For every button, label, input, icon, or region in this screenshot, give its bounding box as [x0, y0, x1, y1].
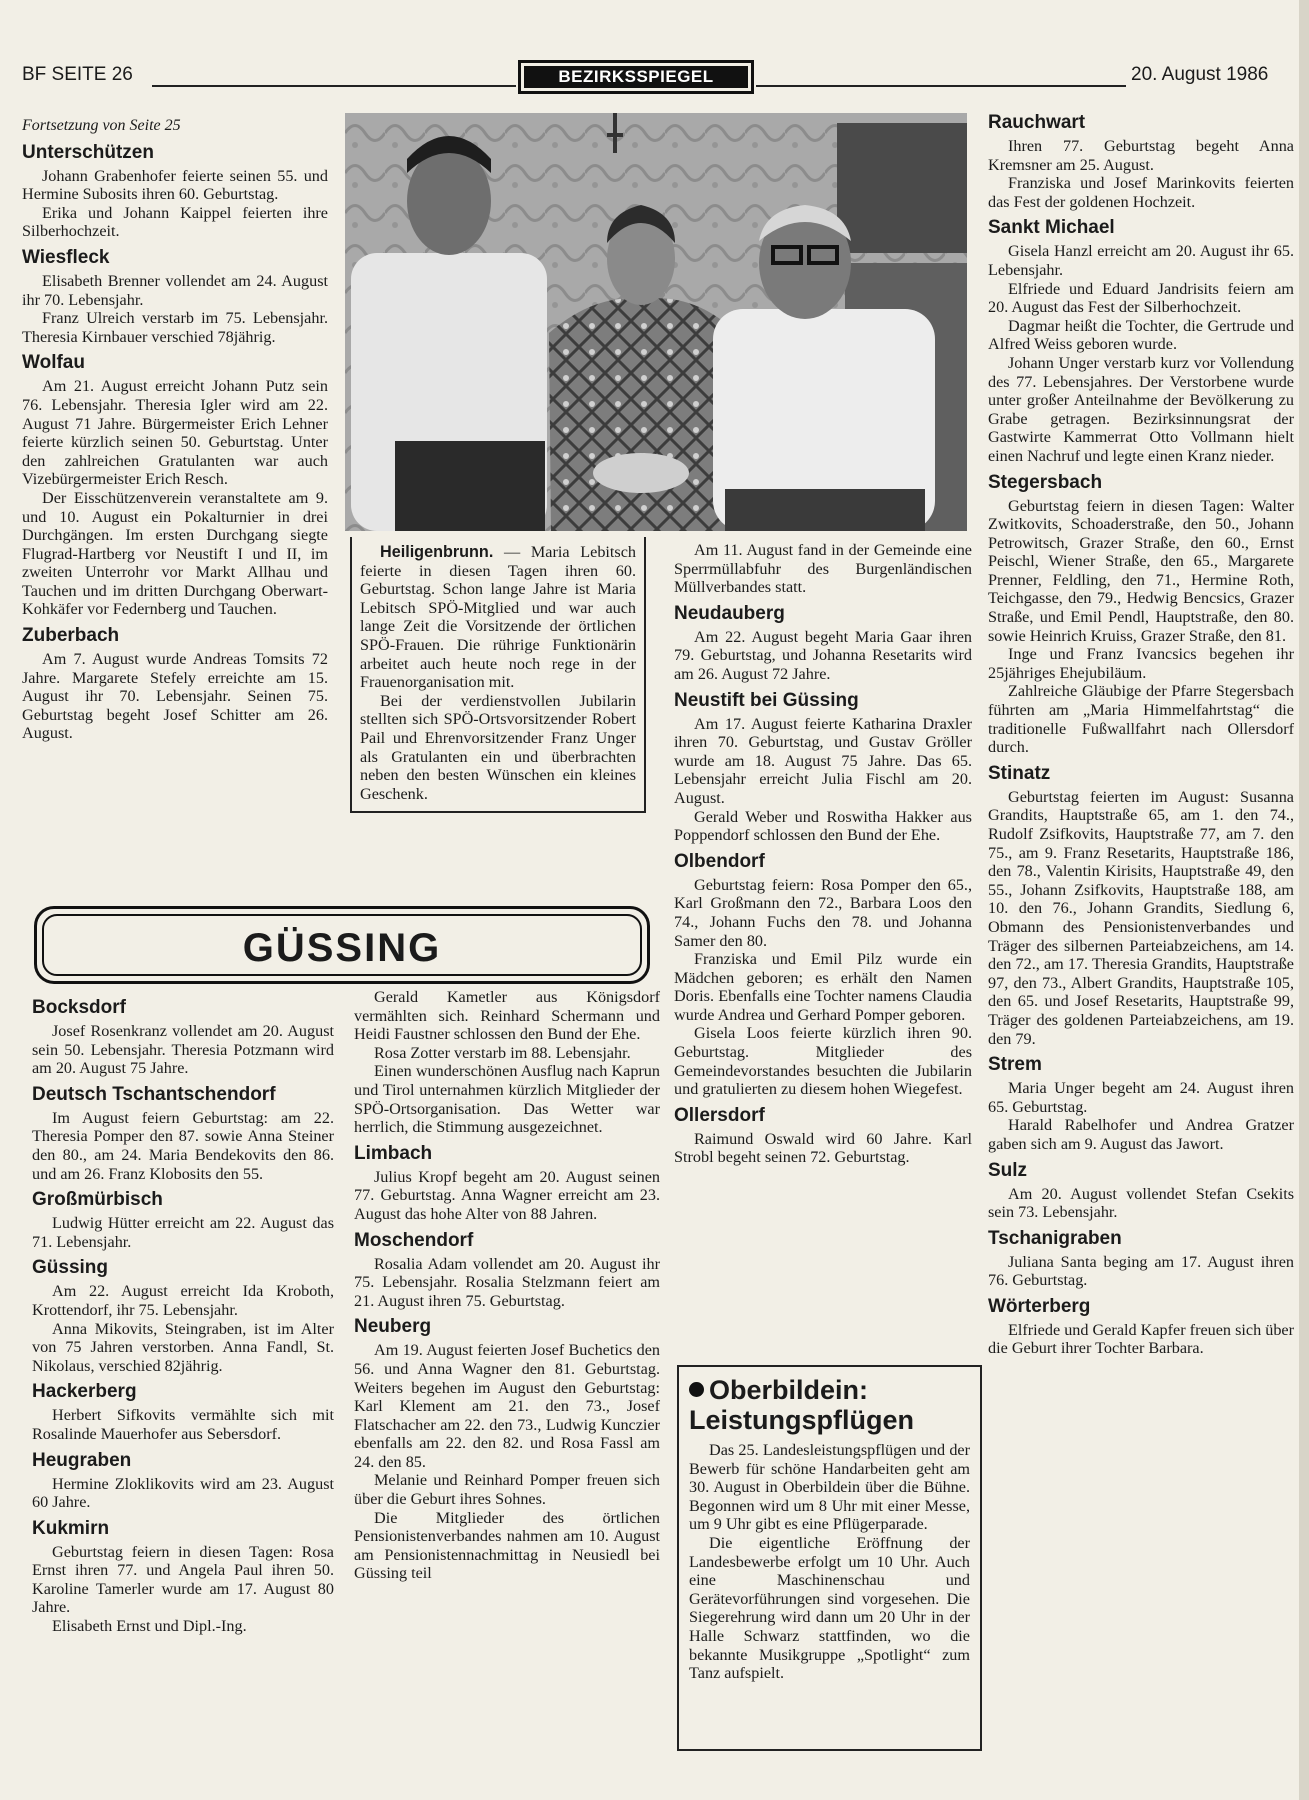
section-paragraph: Geburtstag feiern in diesen Tagen: Walter Zwitkovits, Schoaderstraße, den 50., Johann Petrowitsch, Grazer Straße, den 60., Ernst Peischl, Wiener Straße, den 65., Margarete Prenner, Feldling, den 71., Hermine Roth, Teichgasse, den 79., Hedwig Bencsics, Grazer Straße, und Emil Pendl, Hauptstraße, den 80. sowie Heinrich Kruiss, Grazer Straße, den 81.	[988, 496, 1294, 645]
section-paragraph: Geburtstag feiern: Rosa Pomper den 65., Karl Großmann den 72., Barbara Loos den 74., Johann Fuchs den 78. und Johanna Samer den 80.	[674, 875, 972, 950]
section-heading: Bocksdorf	[32, 997, 126, 1018]
section-paragraph: Gerald Kametler aus Königsdorf vermählten sich. Reinhard Schermann und Heidi Faustner schlossen den Bund der Ehe.	[354, 988, 660, 1044]
section-paragraph: Josef Rosenkranz vollendet am 20. August sein 50. Lebensjahr. Theresia Potzmann wird am 20. August 75 Jahre.	[32, 1022, 334, 1078]
section-heading: Wiesfleck	[22, 246, 110, 268]
caption-paragraph: Heiligenbrunn. — Maria Lebitsch feierte in diesen Tagen ihren 60. Geburtstag. Schon lange Jahre ist Maria Lebitsch SPÖ-Mitglied und war auch lange Zeit die Vorsitzende der örtlichen SPÖ-Frauen. Die rührige Funktionärin arbeitet auch heute noch rege in der Frauenorganisation mit.	[360, 543, 636, 692]
photo-caption	[350, 537, 646, 813]
continued-note: Fortsetzung von Seite 25	[22, 117, 181, 134]
section-paragraph: Johann Unger verstarb kurz vor Vollendung des 77. Lebensjahres. Der Verstorbene wurde unter großer Anteilnahme der Bevölkerung zu Grabe getragen. Bezirksinnungsrat der Gastwirte Kammerrat Otto Vollmann hielt einen Nachruf und legte einen Kranz nieder.	[988, 353, 1294, 465]
section-heading: Sulz	[988, 1159, 1028, 1181]
section-paragraph: Raimund Oswald wird 60 Jahre. Karl Strobl begeht seinen 72. Geburtstag.	[674, 1129, 972, 1167]
section-paragraph: Franziska und Josef Marinkovits feierten das Fest der goldenen Hochzeit.	[988, 174, 1294, 211]
section-paragraph: Rosa Zotter verstarb im 88. Lebensjahr.	[374, 1043, 631, 1062]
section-paragraph: Hermine Zloklikovits wird am 23. August 60 Jahre.	[32, 1474, 334, 1512]
section-paragraph: Zahlreiche Gläubige der Pfarre Stegersbach führten am „Maria Himmelfahrtstag“ die traditionelle Fußwallfahrt nach Ollersdorf durch.	[988, 682, 1294, 757]
section-paragraph: Erika und Johann Kaippel feierten ihre Silberhochzeit.	[22, 203, 328, 241]
boxed-article-oberbildein	[677, 1365, 982, 1751]
section-heading: Stinatz	[988, 762, 1051, 784]
section-paragraph: Rosalia Adam vollendet am 20. August ihr 75. Lebensjahr. Rosalia Stelzmann feiert am 21. August ihren 75. Geburtstag.	[354, 1254, 660, 1310]
section-heading: Güssing	[32, 1257, 109, 1279]
section-paragraph: Einen wunderschönen Ausflug nach Kaprun und Tirol unternahmen kürzlich Mitglieder der SPÖ-Ortsorganisation. Das Wetter war herrlich, die Stimmung ausgezeichnet.	[354, 1062, 660, 1137]
section-paragraph: Am 19. August feierten Josef Buchetics den 56. und Anna Wagner den 81. Geburtstag. Weiters begehen im August den Geburtstag: Karl Klement am 21. den 73., Josef Flatschacher am 22. den 73., Ludwig Kunczier ebenfalls am 22. den 82. und Rosa Fassl am 24. den 85.	[354, 1341, 660, 1471]
section-heading: Wolfau	[22, 352, 85, 374]
section-paragraph: Elisabeth Ernst und Dipl.-Ing.	[52, 1617, 247, 1636]
boxed-article-body	[689, 1441, 970, 1683]
column-1	[22, 117, 328, 743]
section-paragraph: Elfriede und Gerald Kapfer freuen sich über die Geburt ihrer Tochter Barbara.	[988, 1320, 1294, 1358]
boxed-article-paragraph: Das 25. Landesleistungspflügen und der Bewerb für schöne Handarbeiten geht am 30. August in Oberbildein über die Bühne. Begonnen wird um 8 Uhr mit einer Messe, um 9 Uhr gibt es eine Pflügerparade.	[689, 1441, 970, 1534]
section-paragraph: Julius Kropf begeht am 20. August seinen 77. Geburtstag. Anna Wagner erreicht am 23. August das hohe Alter von 88 Jahren.	[354, 1167, 660, 1223]
section-kicker-label: BEZIRKSSPIEGEL	[524, 66, 748, 88]
region-banner-title: GÜSSING	[42, 914, 642, 976]
section-paragraph: Maria Unger begeht am 24. August ihren 65. Geburtstag.	[988, 1079, 1294, 1116]
photo-jubilee	[345, 113, 967, 531]
section-paragraph: Johann Grabenhofer feierte seinen 55. und Hermine Subosits ihren 60. Geburtstag.	[22, 166, 328, 204]
section-paragraph: Am 11. August fand in der Gemeinde eine Sperrmüllabfuhr des Burgenländischen Müllverbandes statt.	[674, 541, 972, 597]
section-paragraph: Herbert Sifkovits vermählte sich mit Rosalinde Mauerhofer aus Sebersdorf.	[32, 1406, 334, 1443]
section-paragraph: Gisela Loos feierte kürzlich ihren 90. Geburtstag. Mitglieder des Gemeindevorstandes besuchten die Jubilarin und gratulierten zu diesem hohen Wiegefest.	[674, 1024, 972, 1099]
page-number: BF SEITE 26	[22, 64, 133, 85]
section-heading: Unterschützen	[22, 141, 154, 163]
region-banner	[34, 906, 650, 984]
section-paragraph: Gisela Hanzl erreicht am 20. August ihr 65. Lebensjahr.	[988, 242, 1294, 279]
section-heading: Heugraben	[32, 1449, 132, 1471]
section-heading: Moschendorf	[354, 1229, 474, 1251]
section-paragraph: Franz Ulreich verstarb im 75. Lebensjahr. Theresia Kirnbauer verschied 78jährig.	[22, 309, 328, 346]
section-paragraph: Harald Rabelhofer und Andrea Gratzer gaben sich am 9. August das Jawort.	[988, 1116, 1294, 1153]
section-heading: Hackerberg	[32, 1381, 137, 1403]
section-paragraph: Anna Mikovits, Steingraben, ist im Alter von 75 Jahren verstorben. Anna Fandl, St. Nikolaus, verschied 82jährig.	[32, 1319, 334, 1375]
section-paragraph: Am 7. August wurde Andreas Tomsits 72 Jahre. Margarete Stefely erreichte am 15. August ihr 70. Lebensjahr. Seinen 75. Geburtstag begeht Josef Schitter am 26. August.	[22, 650, 328, 743]
photo-illustration	[345, 113, 967, 531]
section-heading: Tschanigraben	[988, 1227, 1122, 1249]
section-paragraph: Am 22. August begeht Maria Gaar ihren 79. Geburtstag, und Johanna Resetarits wird am 26. August 72 Jahre.	[674, 627, 972, 683]
section-paragraph: Ludwig Hütter erreicht am 22. August das 71. Lebensjahr.	[32, 1214, 334, 1251]
section-paragraph: Elisabeth Brenner vollendet am 24. August ihr 70. Lebensjahr.	[22, 271, 328, 309]
section-heading: Neustift bei Güssing	[674, 689, 859, 711]
section-paragraph: Im August feiern Geburtstag: am 22. Theresia Pomper den 87. sowie Anna Steiner den 80., am 24. Maria Bendekovits den 86. und am 26. Franz Klobosits den 55.	[32, 1108, 334, 1183]
header-rule-left	[152, 85, 516, 87]
section-paragraph: Geburtstag feierten im August: Susanna Grandits, Hauptstraße 65, am 1. den 74., Rudolf Zsifkovits, Hauptstraße 77, am 7. den 75., am 9. Franz Resetarits, Hauptstraße 186, den 78., Valentin Kirisits, Hauptstraße 49, den 55., Johann Zsifkovits, Hauptstraße 188, am 10. den 76., Johann Grandits, Siedlung 6, Obmann des Pensionistenverbandes und Träger des silbernen Parteiabzeichens, am 14. den 72., am 17. Theresia Grandits, Hauptstraße 97, den 73., Albert Grandits, Hauptstraße 105, den 65. und Josef Resetarits, Hauptstraße 99, Träger des goldenen Parteiabzeichens, am 19. den 79.	[988, 787, 1294, 1048]
section-paragraph: Am 20. August vollendet Stefan Csekits sein 73. Lebensjahr.	[988, 1184, 1294, 1222]
section-heading: Neudauberg	[674, 602, 785, 624]
section-paragraph: Inge und Franz Ivancsics begehen ihr 25jähriges Ehejubiläum.	[988, 645, 1294, 682]
section-heading: Olbendorf	[674, 850, 765, 872]
section-heading: Ollersdorf	[674, 1104, 765, 1126]
boxed-article-title: Oberbildein: Leistungspflügen	[689, 1375, 914, 1435]
caption-paragraph: Bei der verdienstvollen Jubilarin stellten sich SPÖ-Ortsvorsitzender Robert Pail und Ehrenvorsitzender Franz Unger als Gratulanten ein und überbrachten neben den besten Wünschen ein kleines Geschenk.	[360, 691, 636, 803]
section-heading: Wörterberg	[988, 1295, 1091, 1317]
section-heading: Sankt Michael	[988, 217, 1115, 239]
section-heading: Rauchwart	[988, 112, 1086, 133]
caption-place: Heiligenbrunn.	[380, 543, 494, 561]
section-paragraph: Am 17. August feierte Katharina Draxler ihren 70. Geburtstag, und Gustav Gröller wurde am 18. August 75 Jahre. Das 65. Lebensjahr erreicht Julia Fischl am 20. August.	[674, 714, 972, 807]
section-paragraph: Franziska und Emil Pilz wurde ein Mädchen geboren; es erhält den Namen Doris. Ebenfalls eine Tochter namens Claudia wurde Andrea und Gerhard Pomper geboren.	[674, 950, 972, 1024]
section-heading: Deutsch Tschantschendorf	[32, 1083, 276, 1105]
column-guessing-2	[354, 988, 660, 1583]
section-heading: Großmürbisch	[32, 1189, 163, 1211]
section-heading: Limbach	[354, 1142, 433, 1164]
section-paragraph: Am 22. August erreicht Ida Kroboth, Krottendorf, ihr 75. Lebensjahr.	[32, 1282, 334, 1319]
section-heading: Zuberbach	[22, 625, 120, 647]
section-heading: Stegersbach	[988, 471, 1103, 493]
section-paragraph: Die Mitglieder des örtlichen Pensionistenverbandes nahmen am 10. August am Pensionistennachmittag in Neusiedl bei Güssing teil	[354, 1508, 660, 1583]
boxed-article-paragraph: Die eigentliche Eröffnung der Landesbewerbe erfolgt um 10 Uhr. Auch eine Maschinenschau und Gerätevorführungen sind vorgesehen. Die Siegerehrung wird dann um 20 Uhr in der Halle Schwarz stattfinden, wo die bekannte Musikgruppe „Spotlight“ zum Tanz aufspielt.	[689, 1533, 970, 1683]
column-3	[674, 541, 972, 1167]
page-edge	[1299, 0, 1309, 1800]
bullet-icon	[689, 1382, 704, 1397]
header-rule-right	[756, 85, 1126, 87]
section-paragraph: Elfriede und Eduard Jandrisits feiern am 20. August das Fest der Silberhochzeit.	[988, 279, 1294, 317]
column-4	[988, 112, 1294, 1358]
section-heading: Neuberg	[354, 1316, 432, 1338]
section-paragraph: Juliana Santa beging am 17. August ihren 76. Geburtstag.	[988, 1252, 1294, 1290]
section-paragraph: Geburtstag feiern in diesen Tagen: Rosa Ernst ihren 77. und Angela Paul ihren 50. Karoline Tamerler wurde am 17. August 80 Jahre.	[32, 1542, 334, 1617]
section-paragraph: Der Eisschützenverein veranstaltete am 9. und 10. August ein Pokalturnier in drei Durchgängen. Im ersten Durchgang siegte Flugrad-Hartberg vor Neustift I und II, im zweiten Unterrohr vor Markt Allhau und Tauchen und im dritten Durchgang Oberwart-Kohkäfer vor Federnberg und Tauchen.	[22, 488, 328, 619]
section-paragraph: Ihren 77. Geburtstag begeht Anna Kremsner am 25. August.	[988, 137, 1294, 174]
column-guessing-1	[32, 997, 334, 1636]
section-paragraph: Gerald Weber und Roswitha Hakker aus Poppendorf schlossen den Bund der Ehe.	[674, 807, 972, 845]
section-heading: Strem	[988, 1054, 1042, 1076]
section-paragraph: Dagmar heißt die Tochter, die Gertrude und Alfred Weiss geboren wurde.	[988, 316, 1294, 354]
issue-date: 20. August 1986	[1131, 64, 1269, 85]
section-paragraph: Melanie und Reinhard Pomper freuen sich über die Geburt ihres Sohnes.	[354, 1471, 660, 1509]
section-paragraph: Am 21. August erreicht Johann Putz sein 76. Lebensjahr. Theresia Igler wird am 22. August 71 Jahre. Bürgermeister Erich Lehner feierte kürzlich seinen 50. Geburtstag. Unter den zahlreichen Gratulanten war auch Vizebürgermeister Erich Resch.	[22, 377, 328, 489]
section-heading: Kukmirn	[32, 1517, 110, 1539]
section-kicker	[518, 60, 754, 94]
